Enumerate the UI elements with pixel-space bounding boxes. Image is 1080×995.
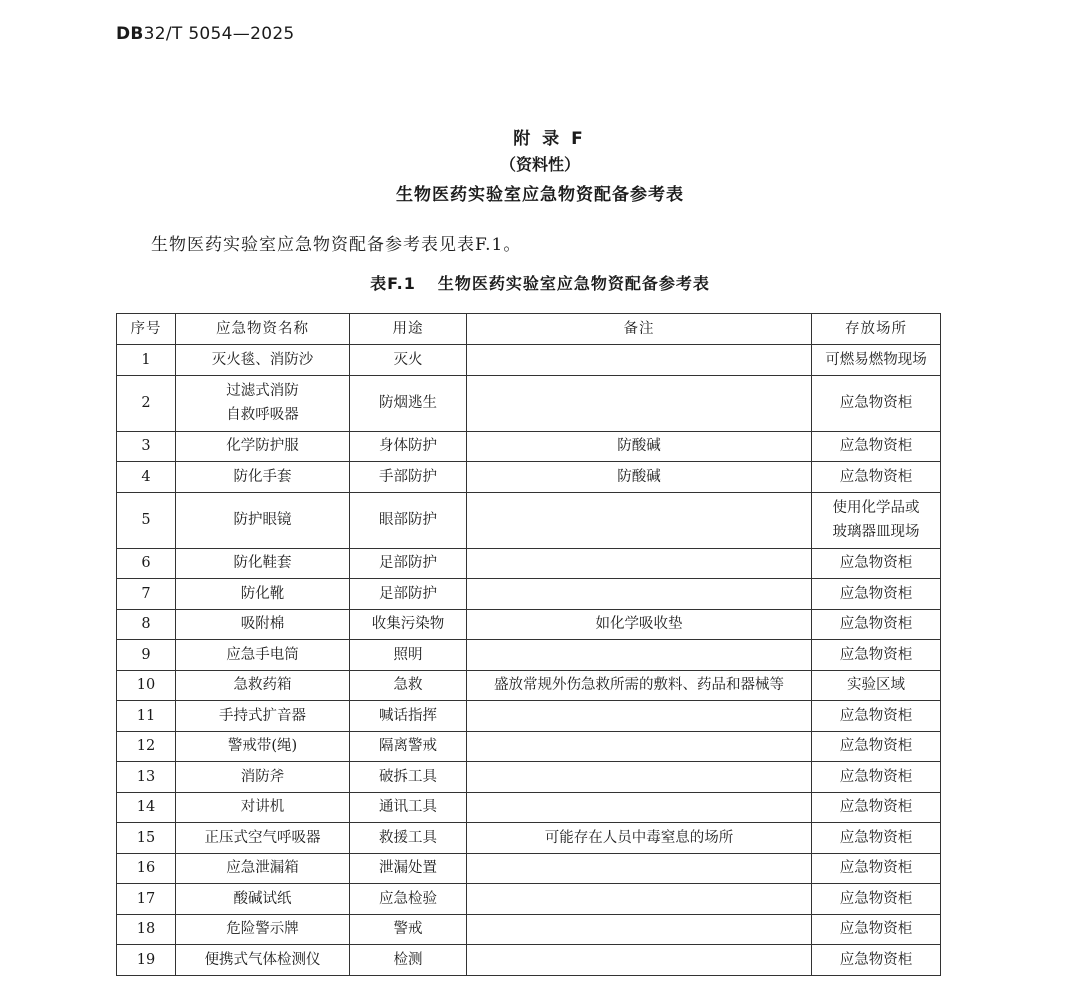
table-row xyxy=(117,431,941,462)
header-number: 序号 xyxy=(117,314,176,345)
cell-note xyxy=(467,731,812,762)
cell-material-name xyxy=(176,462,350,493)
cell-storage-place xyxy=(812,823,941,854)
cell-material-name xyxy=(176,914,350,945)
appendix-nature: （资料性） xyxy=(499,155,580,174)
cell-number: 14 xyxy=(117,792,176,823)
cell-material-name-line: 防化手套 xyxy=(233,468,292,485)
cell-material-name-line: 化学防护服 xyxy=(226,438,299,455)
document-code-number: 32/T 5054—2025 xyxy=(143,24,295,44)
cell-note xyxy=(467,884,812,915)
cell-material-name-line: 防化鞋套 xyxy=(233,555,292,572)
cell-use: 泄漏处置 xyxy=(350,853,467,884)
table-row xyxy=(117,884,941,915)
cell-material-name xyxy=(176,609,350,640)
cell-storage-place-line: 应急物资柜 xyxy=(839,395,913,411)
cell-number: 13 xyxy=(117,762,176,793)
cell-storage-place-line: 应急物资柜 xyxy=(839,646,913,663)
cell-use: 通讯工具 xyxy=(350,792,467,823)
cell-storage-place xyxy=(812,762,941,793)
cell-material-name xyxy=(176,345,350,376)
cell-note: 防酸碱 xyxy=(467,462,812,493)
cell-material-name xyxy=(176,853,350,884)
cell-storage-place-line: 可燃易燃物现场 xyxy=(825,351,927,368)
cell-storage-place xyxy=(812,884,941,915)
cell-material-name xyxy=(176,670,350,701)
table-caption-title: 生物医药实验室应急物资配备参考表 xyxy=(437,274,710,293)
cell-material-name-line: 正压式空气呼吸器 xyxy=(204,829,321,846)
cell-number: 10 xyxy=(117,670,176,701)
table-row xyxy=(117,579,941,610)
cell-use: 防烟逃生 xyxy=(350,375,467,431)
cell-storage-place xyxy=(812,345,941,376)
table-row xyxy=(117,492,941,548)
cell-material-name xyxy=(176,579,350,610)
cell-use: 足部防护 xyxy=(350,548,467,579)
cell-material-name-line: 警戒带(绳) xyxy=(227,738,298,755)
emergency-materials-table xyxy=(116,313,941,976)
cell-note: 盛放常规外伤急救所需的敷料、药品和器械等 xyxy=(467,670,812,701)
cell-use: 喊话指挥 xyxy=(350,701,467,732)
table-row xyxy=(117,945,941,976)
cell-material-name xyxy=(176,762,350,793)
cell-number: 17 xyxy=(117,884,176,915)
cell-number: 7 xyxy=(117,579,176,610)
cell-note xyxy=(467,792,812,823)
cell-storage-place-line: 玻璃器皿现场 xyxy=(832,524,920,540)
table-row xyxy=(117,853,941,884)
cell-number: 4 xyxy=(117,462,176,493)
cell-material-name-line: 防护眼镜 xyxy=(233,512,292,528)
cell-storage-place-line: 应急物资柜 xyxy=(839,585,913,602)
cell-number: 1 xyxy=(117,345,176,376)
document-code-prefix: DB xyxy=(116,24,144,44)
table-row xyxy=(117,792,941,823)
cell-material-name xyxy=(176,731,350,762)
cell-use: 急救 xyxy=(350,670,467,701)
cell-material-name-line: 应急手电筒 xyxy=(226,646,299,663)
table-row xyxy=(117,345,941,376)
table-row xyxy=(117,462,941,493)
cell-material-name xyxy=(176,492,350,548)
cell-material-name xyxy=(176,548,350,579)
cell-material-name-line: 酸碱试纸 xyxy=(233,890,292,907)
cell-number: 19 xyxy=(117,945,176,976)
cell-note: 防酸碱 xyxy=(467,431,812,462)
cell-number: 16 xyxy=(117,853,176,884)
cell-material-name-line: 便携式气体检测仪 xyxy=(204,951,321,968)
cell-storage-place xyxy=(812,640,941,671)
header-use: 用途 xyxy=(350,314,467,345)
cell-material-name xyxy=(176,640,350,671)
cell-storage-place xyxy=(812,945,941,976)
cell-storage-place xyxy=(812,492,941,548)
cell-note xyxy=(467,375,812,431)
cell-material-name-line: 手持式扩音器 xyxy=(219,707,306,724)
table-row xyxy=(117,701,941,732)
cell-storage-place xyxy=(812,792,941,823)
cell-storage-place-line: 实验区域 xyxy=(847,677,905,694)
table-caption xyxy=(0,271,1080,294)
cell-material-name-line: 急救药箱 xyxy=(233,677,292,694)
cell-use: 照明 xyxy=(350,640,467,671)
table-row xyxy=(117,762,941,793)
table-row xyxy=(117,548,941,579)
cell-storage-place-line: 应急物资柜 xyxy=(839,951,913,968)
cell-storage-place-line: 应急物资柜 xyxy=(839,555,913,572)
appendix-title: 生物医药实验室应急物资配备参考表 xyxy=(396,185,684,205)
cell-material-name xyxy=(176,823,350,854)
cell-storage-place-line: 应急物资柜 xyxy=(839,616,913,633)
table-row xyxy=(117,609,941,640)
cell-storage-place xyxy=(812,579,941,610)
table-row xyxy=(117,670,941,701)
table-body xyxy=(117,345,941,976)
cell-material-name xyxy=(176,375,350,431)
document-code xyxy=(116,24,295,44)
cell-note: 如化学吸收垫 xyxy=(467,609,812,640)
cell-use: 检测 xyxy=(350,945,467,976)
cell-use: 身体防护 xyxy=(350,431,467,462)
cell-number: 15 xyxy=(117,823,176,854)
table-row xyxy=(117,731,941,762)
cell-note xyxy=(467,762,812,793)
cell-storage-place xyxy=(812,431,941,462)
table-row xyxy=(117,640,941,671)
table-row xyxy=(117,823,941,854)
cell-storage-place-line: 应急物资柜 xyxy=(839,707,913,724)
cell-number: 18 xyxy=(117,914,176,945)
cell-material-name xyxy=(176,792,350,823)
cell-material-name-line: 吸附棉 xyxy=(240,616,285,633)
cell-material-name xyxy=(176,884,350,915)
cell-number: 12 xyxy=(117,731,176,762)
cell-use: 收集污染物 xyxy=(350,609,467,640)
cell-storage-place xyxy=(812,701,941,732)
intro-paragraph: 生物医药实验室应急物资配备参考表见表F.1。 xyxy=(151,235,522,255)
cell-storage-place-line: 应急物资柜 xyxy=(839,438,913,455)
cell-use: 灭火 xyxy=(350,345,467,376)
cell-material-name-line: 防化靴 xyxy=(240,585,285,602)
cell-storage-place-line: 应急物资柜 xyxy=(839,738,913,755)
cell-storage-place xyxy=(812,548,941,579)
cell-note xyxy=(467,492,812,548)
cell-material-name-line: 自救呼吸器 xyxy=(226,407,299,423)
cell-note xyxy=(467,701,812,732)
table-header-row xyxy=(117,314,941,345)
header-storage-place: 存放场所 xyxy=(812,314,941,345)
cell-number: 3 xyxy=(117,431,176,462)
cell-use: 手部防护 xyxy=(350,462,467,493)
cell-material-name xyxy=(176,701,350,732)
cell-number: 5 xyxy=(117,492,176,548)
cell-material-name xyxy=(176,945,350,976)
cell-material-name xyxy=(176,431,350,462)
cell-use: 隔离警戒 xyxy=(350,731,467,762)
cell-number: 9 xyxy=(117,640,176,671)
cell-use: 应急检验 xyxy=(350,884,467,915)
cell-note xyxy=(467,914,812,945)
cell-note xyxy=(467,640,812,671)
cell-note xyxy=(467,853,812,884)
cell-storage-place xyxy=(812,914,941,945)
cell-storage-place-line: 应急物资柜 xyxy=(839,921,913,938)
cell-use: 救援工具 xyxy=(350,823,467,854)
header-note: 备注 xyxy=(467,314,812,345)
cell-material-name-line: 应急泄漏箱 xyxy=(226,860,299,877)
cell-material-name-line: 消防斧 xyxy=(240,768,285,785)
header-material-name: 应急物资名称 xyxy=(176,314,350,345)
cell-note xyxy=(467,579,812,610)
cell-use: 警戒 xyxy=(350,914,467,945)
cell-material-name-line: 过滤式消防 xyxy=(226,383,299,399)
cell-number: 2 xyxy=(117,375,176,431)
cell-storage-place-line: 使用化学品或 xyxy=(832,500,920,516)
cell-material-name-line: 对讲机 xyxy=(240,799,285,816)
cell-storage-place-line: 应急物资柜 xyxy=(839,768,913,785)
cell-material-name-line: 危险警示牌 xyxy=(226,921,299,938)
cell-note: 可能存在人员中毒窒息的场所 xyxy=(467,823,812,854)
cell-storage-place xyxy=(812,731,941,762)
cell-material-name-line: 灭火毯、消防沙 xyxy=(211,351,314,368)
cell-storage-place-line: 应急物资柜 xyxy=(839,829,913,846)
cell-number: 8 xyxy=(117,609,176,640)
appendix-label: 附录F xyxy=(513,129,595,149)
cell-number: 11 xyxy=(117,701,176,732)
cell-storage-place xyxy=(812,462,941,493)
cell-storage-place-line: 应急物资柜 xyxy=(839,860,913,877)
cell-storage-place xyxy=(812,609,941,640)
cell-use: 眼部防护 xyxy=(350,492,467,548)
table-row xyxy=(117,914,941,945)
cell-use: 足部防护 xyxy=(350,579,467,610)
table-row xyxy=(117,375,941,431)
cell-note xyxy=(467,945,812,976)
table-caption-label: 表F.1 xyxy=(370,274,416,293)
cell-number: 6 xyxy=(117,548,176,579)
cell-storage-place xyxy=(812,853,941,884)
cell-storage-place xyxy=(812,670,941,701)
cell-use: 破拆工具 xyxy=(350,762,467,793)
cell-storage-place-line: 应急物资柜 xyxy=(839,799,913,816)
cell-storage-place-line: 应急物资柜 xyxy=(839,890,913,907)
cell-storage-place xyxy=(812,375,941,431)
cell-note xyxy=(467,548,812,579)
cell-storage-place-line: 应急物资柜 xyxy=(839,468,913,485)
cell-note xyxy=(467,345,812,376)
